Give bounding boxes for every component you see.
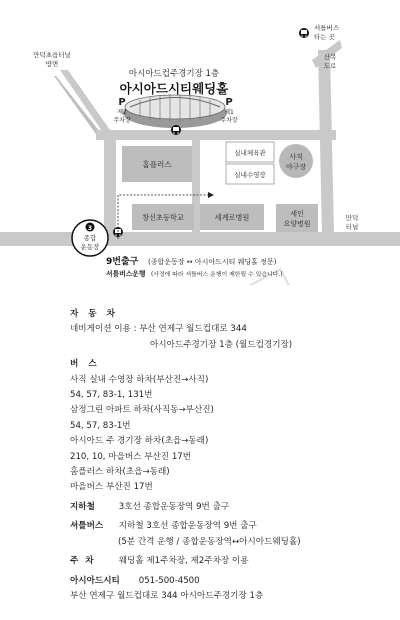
car-title: 자동차 [70, 309, 125, 319]
car-line-1: 네비게이션 이용 : 부산 연제구 월드컵대로 344 [70, 324, 247, 335]
indoor-pool-label: 실내수영장 [234, 171, 266, 179]
shuttle-stop-marker [299, 28, 309, 38]
bus-stop-icon [171, 125, 181, 135]
station-number: 3 [87, 225, 93, 232]
bus-line-1: 54, 57, 83-1, 131번 [70, 390, 153, 401]
venue-title: 아시아드시티웨딩홀 [119, 81, 229, 96]
bus-line-2: 삼정그린 아파트 하차(사직동→부산진) [70, 405, 214, 416]
subway-label: 지하철 [70, 501, 95, 512]
shuttle-run-label: 셔틀버스운행 [106, 270, 146, 278]
bus-line-5: 210, 10, 마을버스 부산진 17번 [70, 451, 192, 462]
parking1-label-1: 제1 [224, 109, 234, 116]
station-label-1: 종합 [83, 234, 97, 242]
shuttle-label: 셔틀버스 [70, 521, 104, 532]
venue-phone: 051-500-4500 [138, 575, 200, 586]
shuttle-line-2: (5분 간격 운행 / 종합운동장역↔아시아드웨딩홀) [118, 536, 301, 547]
bus-line-0: 사직 실내 수영장 하차(부산진→사직) [70, 374, 209, 385]
baseball-label-1: 사직 [289, 153, 303, 161]
directions-panel [70, 307, 395, 604]
mandeok-tunnel-right-label-2: 터널 [345, 223, 359, 231]
chamsin-school-label: 창신초등학교 [142, 213, 184, 222]
parking2-icon: P [118, 97, 126, 108]
shuttle-stop-label-2: 타는 곳 [314, 33, 335, 41]
homeplus-label: 홈플러스 [142, 160, 172, 169]
exit-detail-label: (종합운동장 ↔ 아시아드시티 웨딩홀 정문) [148, 258, 277, 266]
car-line-2: 아시아드주경기장 1층 (월드컵경기장) [150, 339, 293, 350]
shuttle-line-1: 지하철 3호선 종합운동장역 9번 출구 [118, 521, 257, 532]
venue-row [70, 574, 395, 589]
direction-left-label: 방면 [45, 60, 59, 68]
bus-line-7: 마을버스 부산진 17번 [70, 482, 153, 493]
location-map [0, 0, 400, 285]
seain-label-2: 요양병원 [283, 220, 311, 228]
parking2-label-1: 제2 [117, 109, 127, 116]
indoor-gym-label: 실내체육관 [234, 149, 266, 157]
baseball-label-2: 야구장 [285, 163, 307, 171]
bus-line-6: 홈플러스 하차(초읍→동래) [70, 467, 170, 478]
parking-label: 주차 [70, 556, 101, 567]
bus-line-3: 54, 57, 83-1번 [70, 420, 131, 431]
sanbok-label-2: 도로 [323, 62, 337, 70]
station-label-2: 운동장 [80, 243, 100, 251]
parking2-label-2: 주차장 [113, 117, 131, 124]
venue-subtitle: 아시아드컵주경기장 1층 [128, 69, 220, 79]
venue-name: 아시아드시티 [70, 575, 120, 586]
parking1-icon: P [225, 97, 233, 108]
shuttle-note-label: (사정에 따라 셔틀버스 운행이 제한될 수 있습니다.) [151, 272, 283, 278]
exit-main-label: 9번출구 [106, 257, 139, 267]
mandeok-tunnel-left-label: 만덕초읍터널 [33, 51, 71, 59]
bus-title: 버스 [70, 359, 107, 370]
parking-row [70, 554, 395, 569]
mandeok-tunnel-right-label-1: 만덕 [345, 214, 359, 222]
shuttle-stop-label-1: 셔틀버스 [314, 24, 340, 32]
parking-text: 웨딩홀 제1주차장, 제2주차장 이용 [118, 556, 249, 567]
sanbok-label-1: 산복 [323, 53, 337, 61]
stadium-icon [123, 94, 227, 128]
segyero-hospital-label: 세계로병원 [214, 213, 250, 222]
subway-row [70, 500, 395, 515]
seain-label-1: 세인 [290, 210, 304, 218]
venue-address: 부산 연제구 월드컵대로 344 아시아드주경기장 1층 [70, 590, 264, 601]
parking1-label-2: 주차장 [220, 117, 238, 124]
baseball-stadium-block [279, 144, 313, 178]
shuttle-row [70, 519, 395, 534]
subway-text: 3호선 종합운동장역 9번 출구 [118, 501, 230, 512]
bus-line-4: 아시아드 주 경기장 하차(초읍→동래) [70, 436, 209, 447]
